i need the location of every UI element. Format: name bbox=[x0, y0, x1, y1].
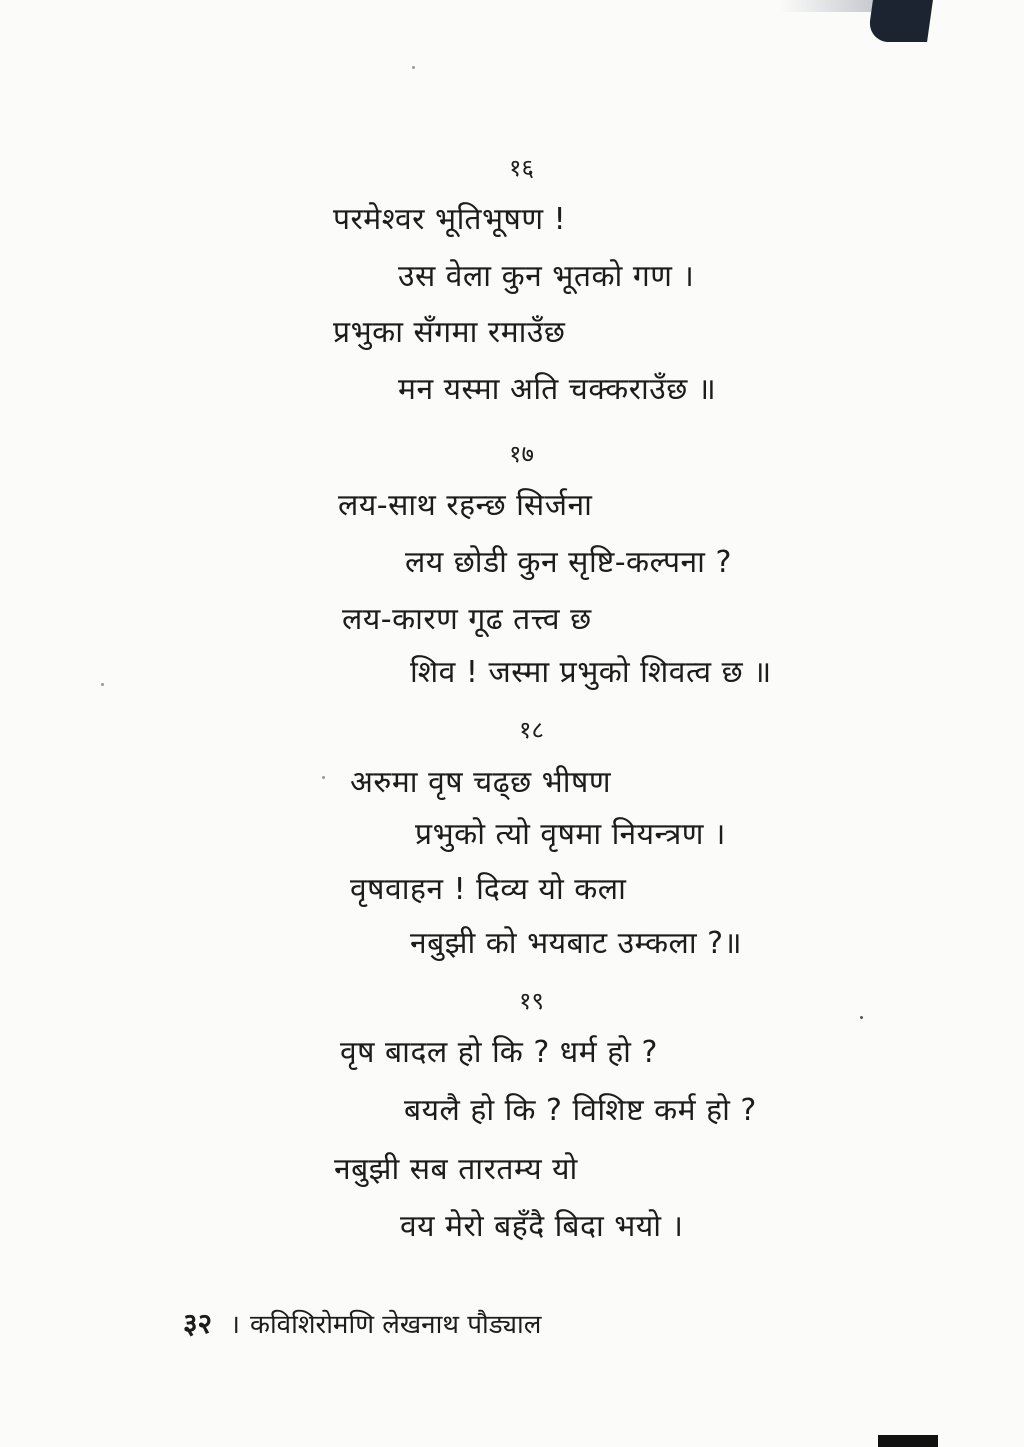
verse-line: लय छोडी कुन सृष्टि-कल्पना ? bbox=[405, 545, 732, 580]
verse-line: परमेश्वर भूतिभूषण ! bbox=[333, 202, 567, 237]
verse-line: प्रभुको त्यो वृषमा नियन्त्रण । bbox=[415, 817, 726, 852]
verse-line: बयलै हो कि ? विशिष्ट कर्म हो ? bbox=[404, 1093, 757, 1128]
scan-speck bbox=[860, 1016, 863, 1019]
book-title: कविशिरोमणि लेखनाथ पौड्याल bbox=[249, 1310, 542, 1340]
scan-speck bbox=[101, 683, 104, 686]
page-edge-shadow bbox=[780, 0, 880, 12]
page-number: ३२ bbox=[183, 1307, 213, 1340]
page-footer bbox=[183, 1306, 541, 1343]
verse-line: लय-साथ रहन्छ सिर्जना bbox=[338, 488, 593, 523]
verse-line: मन यस्मा अति चक्कराउँछ ॥ bbox=[398, 372, 717, 407]
verse-line: वय मेरो बहँदै बिदा भयो । bbox=[400, 1209, 684, 1244]
verse-line: प्रभुका सँगमा रमाउँछ bbox=[333, 315, 566, 350]
verse-line: वृष बादल हो कि ? धर्म हो ? bbox=[340, 1035, 658, 1070]
verse-line: अरुमा वृष चढ्छ भीषण bbox=[350, 765, 612, 800]
scan-speck bbox=[322, 776, 325, 779]
stanza-number: १६ bbox=[509, 154, 534, 182]
stanza-number: १७ bbox=[509, 440, 534, 468]
verse-line: नबुझी को भयबाट उम्कला ?॥ bbox=[410, 926, 743, 961]
stanza-number: १९ bbox=[519, 987, 544, 1015]
stanza-number: १८ bbox=[519, 716, 544, 744]
verse-line: वृषवाहन ! दिव्य यो कला bbox=[350, 872, 627, 907]
page-bottom-edge bbox=[878, 1435, 938, 1447]
verse-line: शिव ! जस्मा प्रभुको शिवत्व छ ॥ bbox=[410, 655, 772, 690]
verse-line: लय-कारण गूढ तत्त्व छ bbox=[342, 602, 592, 637]
verse-line: उस वेला कुन भूतको गण । bbox=[398, 259, 695, 294]
verse-line: नबुझी सब तारतम्य यो bbox=[334, 1152, 578, 1187]
scan-speck bbox=[412, 66, 415, 69]
footer-separator: । bbox=[230, 1310, 240, 1340]
page-corner-shadow bbox=[867, 0, 933, 42]
